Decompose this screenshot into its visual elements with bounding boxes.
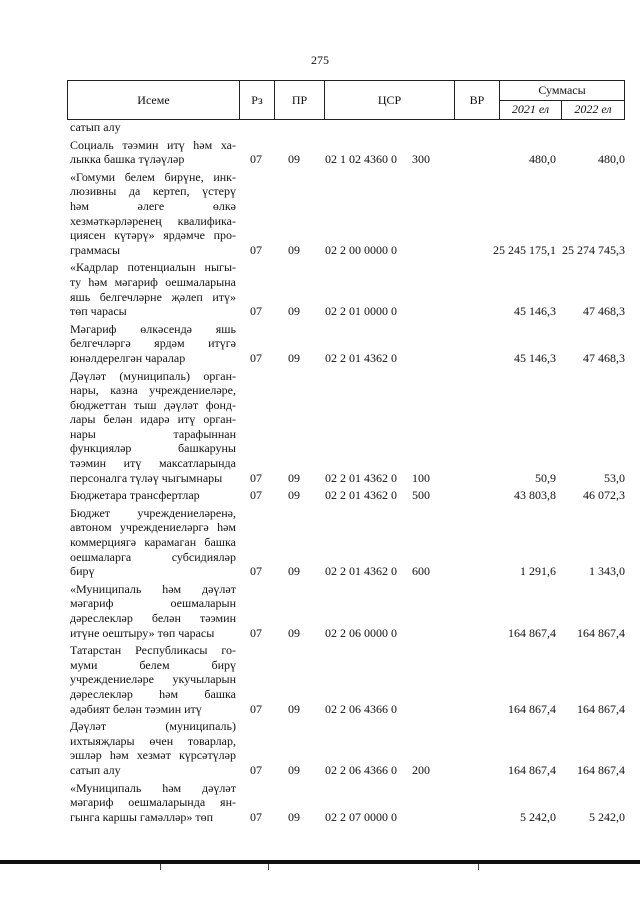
row-rz: 07 [250,625,262,640]
row-vr: 200 [412,762,430,777]
table-row [70,369,625,486]
row-sum-2022: 164 867,4 [577,701,625,716]
row-sum-2021: 5 242,0 [520,809,556,824]
row-name-line: яшь белгечләрне җәлеп итү» [70,289,236,304]
row-sum-2021: 50,9 [535,470,556,485]
row-name [70,506,236,579]
scan-tick [160,864,161,870]
header-sums: Суммасы [500,81,624,101]
row-name-line: «Гомуми белем бирүне, инк- [70,169,236,184]
row-name-line: эшләр һәм хезмәт күрсәтүләр [70,748,236,763]
table-row [70,488,625,503]
row-pr: 09 [288,304,300,319]
row-csr: 02 2 01 0000 0 [325,304,397,319]
row-pr: 09 [288,762,300,777]
row-vr: 600 [412,564,430,579]
row-name-line: Мәгариф өлкәсендә яшь [70,321,236,336]
row-sum-2021: 164 867,4 [508,762,556,777]
row-rz: 07 [250,242,262,257]
row-name-line: һәм әлеге өлкә [70,198,236,213]
row-sum-2021: 45 146,3 [514,304,556,319]
row-sum-2022: 5 242,0 [589,809,625,824]
header-name: Исеме [68,81,240,119]
row-name-line: «Муниципаль һәм дәүләт [70,581,236,596]
row-name-line: «Кадрлар потенциалын ныгы- [70,260,236,275]
row-rz: 07 [250,152,262,167]
table-row [70,719,625,777]
table-row [70,170,625,258]
row-name [70,369,236,486]
row-sum-2022: 164 867,4 [577,762,625,777]
row-rz: 07 [250,701,262,716]
table-header [67,80,625,120]
table-body [70,120,625,827]
row-csr: 02 2 06 4366 0 [325,762,397,777]
row-sum-2021: 480,0 [529,152,556,167]
row-sum-2021: 1 291,6 [520,564,556,579]
row-rz: 07 [250,762,262,777]
row-pr: 09 [288,242,300,257]
row-name-line: сатып алу [70,120,121,134]
header-rz: Рз [240,81,275,119]
table-row [70,781,625,825]
row-rz: 07 [250,304,262,319]
table-row [70,506,625,579]
row-pr: 09 [288,470,300,485]
row-name-line: граммасы [70,242,121,257]
table-row [70,120,625,135]
row-name-line: персоналга түләү чыгымнары [70,470,223,485]
row-name-line: әдәбият белән тәэмин итү [70,701,202,716]
scan-tick [478,864,479,870]
row-name [70,260,236,318]
row-name-line: хезмәткәрләренең квалифика- [70,213,236,228]
row-name-line: муми белем бирү [70,657,236,672]
row-name-line: Бюджетара трансфертлар [70,488,200,503]
row-sum-2021: 25 245 175,1 [493,242,556,257]
table-row [70,138,625,167]
row-sum-2021: 43 803,8 [514,488,556,503]
row-name [70,781,236,825]
row-name-line: бирү [70,564,95,579]
row-csr: 02 1 02 4360 0 [325,152,397,167]
row-name-line: Дәүләт (муниципаль) [70,719,236,734]
row-csr: 02 2 06 0000 0 [325,625,397,640]
row-name [70,170,236,258]
row-sum-2022: 480,0 [598,152,625,167]
row-name [70,120,236,135]
row-pr: 09 [288,152,300,167]
row-rz: 07 [250,488,262,503]
row-sum-2022: 47 468,3 [583,350,625,365]
row-name-line: автоном учреждениеләргә һәм [70,520,236,535]
scan-tick [268,864,269,870]
row-name-line: төп чарасы [70,304,127,319]
row-name-line: лыкка башка түләүләр [70,152,185,167]
row-name-line: дәреслекләр һәм башка [70,686,236,701]
row-name-line: ту һәм мәгариф оешмаларына [70,274,236,289]
row-pr: 09 [288,625,300,640]
row-pr: 09 [288,350,300,365]
row-csr: 02 2 01 4362 0 [325,564,397,579]
row-name-line: дәреслекләр белән тәэмин [70,611,236,625]
row-sum-2021: 164 867,4 [508,701,556,716]
scan-bottom-border [0,860,640,864]
row-name-line: белгечләргә ярдәм итүгә [70,336,236,351]
row-rz: 07 [250,564,262,579]
header-year-2022: 2022 ел [574,102,612,116]
row-name-line: мәгариф оешмаларында ян- [70,795,236,810]
table-row [70,582,625,640]
header-year-2021: 2021 ел [500,100,562,119]
row-pr: 09 [288,564,300,579]
row-csr: 02 2 07 0000 0 [325,809,397,824]
row-rz: 07 [250,809,262,824]
row-name-line: люзивны да кертеп, үстерү [70,184,236,199]
table-row [70,260,625,318]
header-vr: ВР [455,81,500,119]
row-name [70,138,236,167]
row-name [70,322,236,366]
row-csr: 02 2 01 4362 0 [325,470,397,485]
row-name [70,488,236,503]
row-name-line: гынга каршы гамәлләр» төп [70,809,214,824]
row-csr: 02 2 01 4362 0 [325,350,397,365]
row-csr: 02 2 06 4366 0 [325,701,397,716]
row-name-line: Дәүләт (муниципаль) орган- [70,368,236,383]
row-vr: 500 [412,488,430,503]
row-name-line: Бюджет учреждениеләренә, [70,505,236,520]
row-name-line: нары тарафыннан [70,426,236,441]
row-name-line: ихтыяҗлары өчен товарлар, [70,733,236,748]
row-sum-2022: 1 343,0 [589,564,625,579]
row-name [70,582,236,640]
row-sum-2022: 25 274 745,3 [562,242,625,257]
row-name-line: нары, казна учреждениеләре, [70,383,236,398]
row-vr: 300 [412,152,430,167]
row-name-line: циясен күтәрү» ярдәмче про- [70,228,236,243]
table-row [70,643,625,716]
row-name-line: оешмаларга субсидияләр [70,549,236,564]
row-name-line: итүне оештыру» төп чарасы [70,625,215,640]
row-name-line: Татарстан Республикасы го- [70,643,236,658]
row-sum-2021: 164 867,4 [508,625,556,640]
row-name-line: лары белән идарә итү орган- [70,412,236,427]
row-rz: 07 [250,470,262,485]
row-name [70,643,236,716]
row-pr: 09 [288,701,300,716]
row-name [70,719,236,777]
row-csr: 02 2 00 0000 0 [325,242,397,257]
row-name-line: «Муниципаль һәм дәүләт [70,780,236,795]
row-rz: 07 [250,350,262,365]
header-pr: ПР [275,81,325,119]
page-number: 275 [311,53,329,67]
row-name-line: юнәлдерелгән чаралар [70,350,186,365]
row-name-line: сатып алу [70,762,121,777]
row-name-line: учреждениеләре укучыларын [70,672,236,687]
row-sum-2021: 45 146,3 [514,350,556,365]
row-sum-2022: 47 468,3 [583,304,625,319]
row-pr: 09 [288,809,300,824]
row-sum-2022: 164 867,4 [577,625,625,640]
row-pr: 09 [288,488,300,503]
row-vr: 100 [412,470,430,485]
row-name-line: бюджеттан тыш дәүләт фонд- [70,397,236,412]
row-csr: 02 2 01 4362 0 [325,488,397,503]
table-row [70,322,625,366]
row-name-line: Социаль тәэмин итү һәм ха- [70,137,236,152]
header-csr: ЦСР [325,81,455,119]
row-sum-2022: 53,0 [604,470,625,485]
row-name-line: функцияләр башкаруны [70,441,236,456]
row-name-line: мәгариф оешмаларын [70,596,236,611]
row-sum-2022: 46 072,3 [583,488,625,503]
row-name-line: коммерциягә карамаган башка [70,535,236,550]
row-name-line: тәэмин итү максатларында [70,456,236,471]
